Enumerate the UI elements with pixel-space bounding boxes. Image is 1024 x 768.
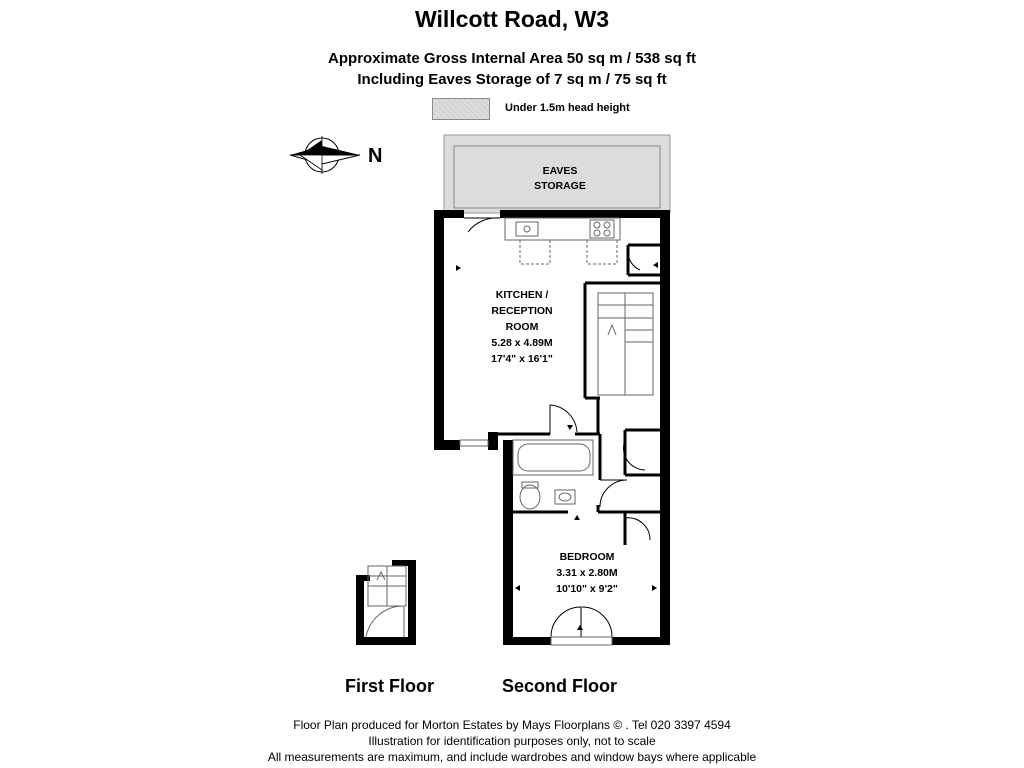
eaves-label-line2: STORAGE [534, 180, 586, 192]
page-title: Willcott Road, W3 [414, 6, 609, 32]
footer-credit: Floor Plan produced for Morton Estates by Mays Floorplans © . Tel 020 3397 4594 [293, 718, 731, 732]
footer-disclaimer: Illustration for identification purposes only, not to scale [368, 734, 656, 748]
stairs [598, 293, 653, 395]
kitchen-label-line1: KITCHEN / [495, 289, 549, 301]
bedroom-label: BEDROOM [559, 551, 615, 563]
first-floor-label: First Floor [345, 676, 434, 696]
kitchen-fixtures [505, 218, 620, 264]
eaves-label-line1: EAVES [542, 165, 578, 177]
bedroom-metric: 3.31 x 2.80M [556, 567, 618, 579]
second-floor-label: Second Floor [502, 676, 618, 696]
eaves-area-text: Including Eaves Storage of 7 sq m / 75 sq ft [357, 71, 667, 88]
footer-measurements: All measurements are maximum, and include wardrobes and window bays where applicable [267, 750, 757, 764]
first-floor-plan [356, 560, 416, 645]
north-arrow-icon [290, 136, 382, 174]
kitchen-label-line2: RECEPTION [491, 305, 553, 317]
gross-area-text: Approximate Gross Internal Area 50 sq m / 538 sq ft [328, 50, 696, 67]
compass-label: N [368, 145, 383, 167]
kitchen-label-line3: ROOM [505, 321, 539, 333]
kitchen-metric: 5.28 x 4.89M [491, 337, 553, 349]
bedroom-imperial: 10'10" x 9'2" [556, 583, 618, 595]
legend-label: Under 1.5m head height [505, 102, 630, 114]
bathroom-fixtures [513, 440, 593, 509]
kitchen-imperial: 17'4" x 16'1" [491, 353, 553, 365]
